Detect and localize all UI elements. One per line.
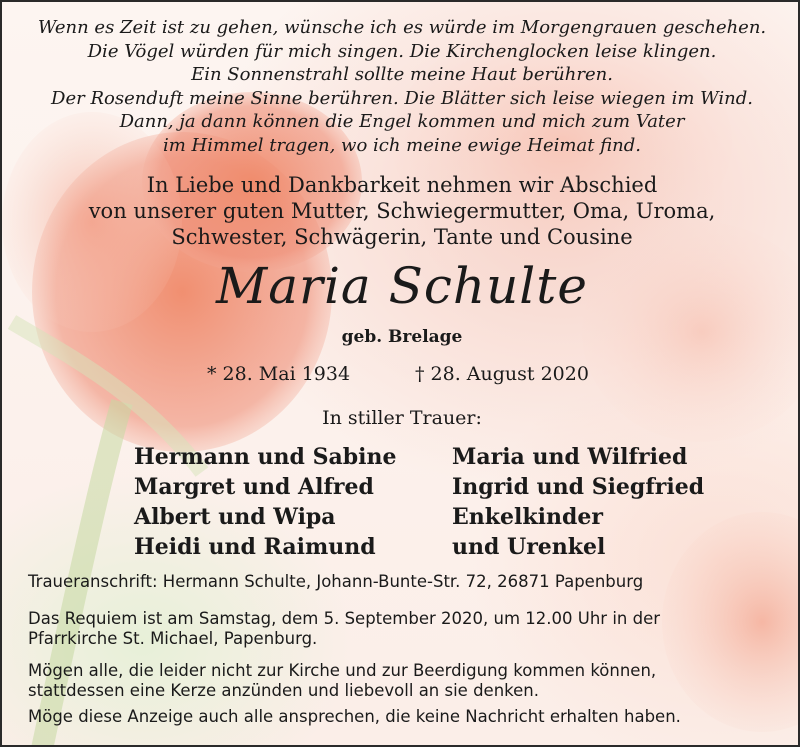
intro-line: Schwester, Schwägerin, Tante und Cousine xyxy=(171,225,633,249)
mourner-entry: Albert und Wipa xyxy=(134,504,336,530)
intro-line: In Liebe und Dankbarkeit nehmen wir Abschied xyxy=(146,173,658,197)
intro-text xyxy=(2,172,800,250)
requiem-info xyxy=(28,609,780,649)
poem-line: Wenn es Zeit ist zu gehen, wünsche ich es würde im Morgengrauen geschehen. xyxy=(37,17,767,38)
mourner-entry: Enkelkinder xyxy=(452,504,603,530)
requiem-line: Das Requiem ist am Samstag, dem 5. September 2020, um 12.00 Uhr in der xyxy=(28,609,661,628)
deceased-name: Maria Schulte xyxy=(216,257,588,315)
birth-name: geb. Brelage xyxy=(341,327,463,347)
candle-note xyxy=(28,661,780,701)
death-date: † 28. August 2020 xyxy=(415,363,589,385)
mourning-address: Traueranschrift: Hermann Schulte, Johann-Bunte-Str. 72, 26871 Papenburg xyxy=(28,572,644,591)
mourners-right-column xyxy=(452,442,704,562)
mourners-left-column xyxy=(134,442,396,562)
poem-line: im Himmel tragen, wo ich meine ewige Heimat find. xyxy=(162,134,642,156)
mourner-entry: Hermann und Sabine xyxy=(134,444,397,470)
mourner-entry: Maria und Wilfried xyxy=(452,444,688,470)
mourner-entry: und Urenkel xyxy=(452,534,606,560)
candle-line: Mögen alle, die leider nicht zur Kirche und zur Beerdigung kommen können, xyxy=(28,661,657,680)
mourner-entry: Margret und Alfred xyxy=(134,474,374,500)
candle-line: stattdessen eine Kerze anzünden und liebevoll an sie denken. xyxy=(28,681,539,700)
mourning-heading: In stiller Trauer: xyxy=(322,407,482,429)
poem-line: Der Rosenduft meine Sinne berühren. Die Blätter sich leise wiegen im Wind. xyxy=(51,87,753,109)
requiem-line: Pfarrkirche St. Michael, Papenburg. xyxy=(28,629,318,648)
mourner-entry: Ingrid und Siegfried xyxy=(452,474,705,500)
closing-note: Möge diese Anzeige auch alle ansprechen, die keine Nachricht erhalten haben. xyxy=(28,707,681,726)
mourner-entry: Heidi und Raimund xyxy=(134,534,376,560)
poem-line: Dann, ja dann können die Engel kommen und mich zum Vater xyxy=(119,111,685,132)
birth-date: * 28. Mai 1934 xyxy=(207,363,351,385)
intro-line: von unserer guten Mutter, Schwiegermutter, Oma, Uroma, xyxy=(88,199,716,223)
poem-line: Ein Sonnenstrahl sollte meine Haut berühren. xyxy=(191,64,613,85)
poem-line: Die Vögel würden für mich singen. Die Kirchenglocken leise klingen. xyxy=(87,40,717,62)
poem xyxy=(2,16,800,157)
